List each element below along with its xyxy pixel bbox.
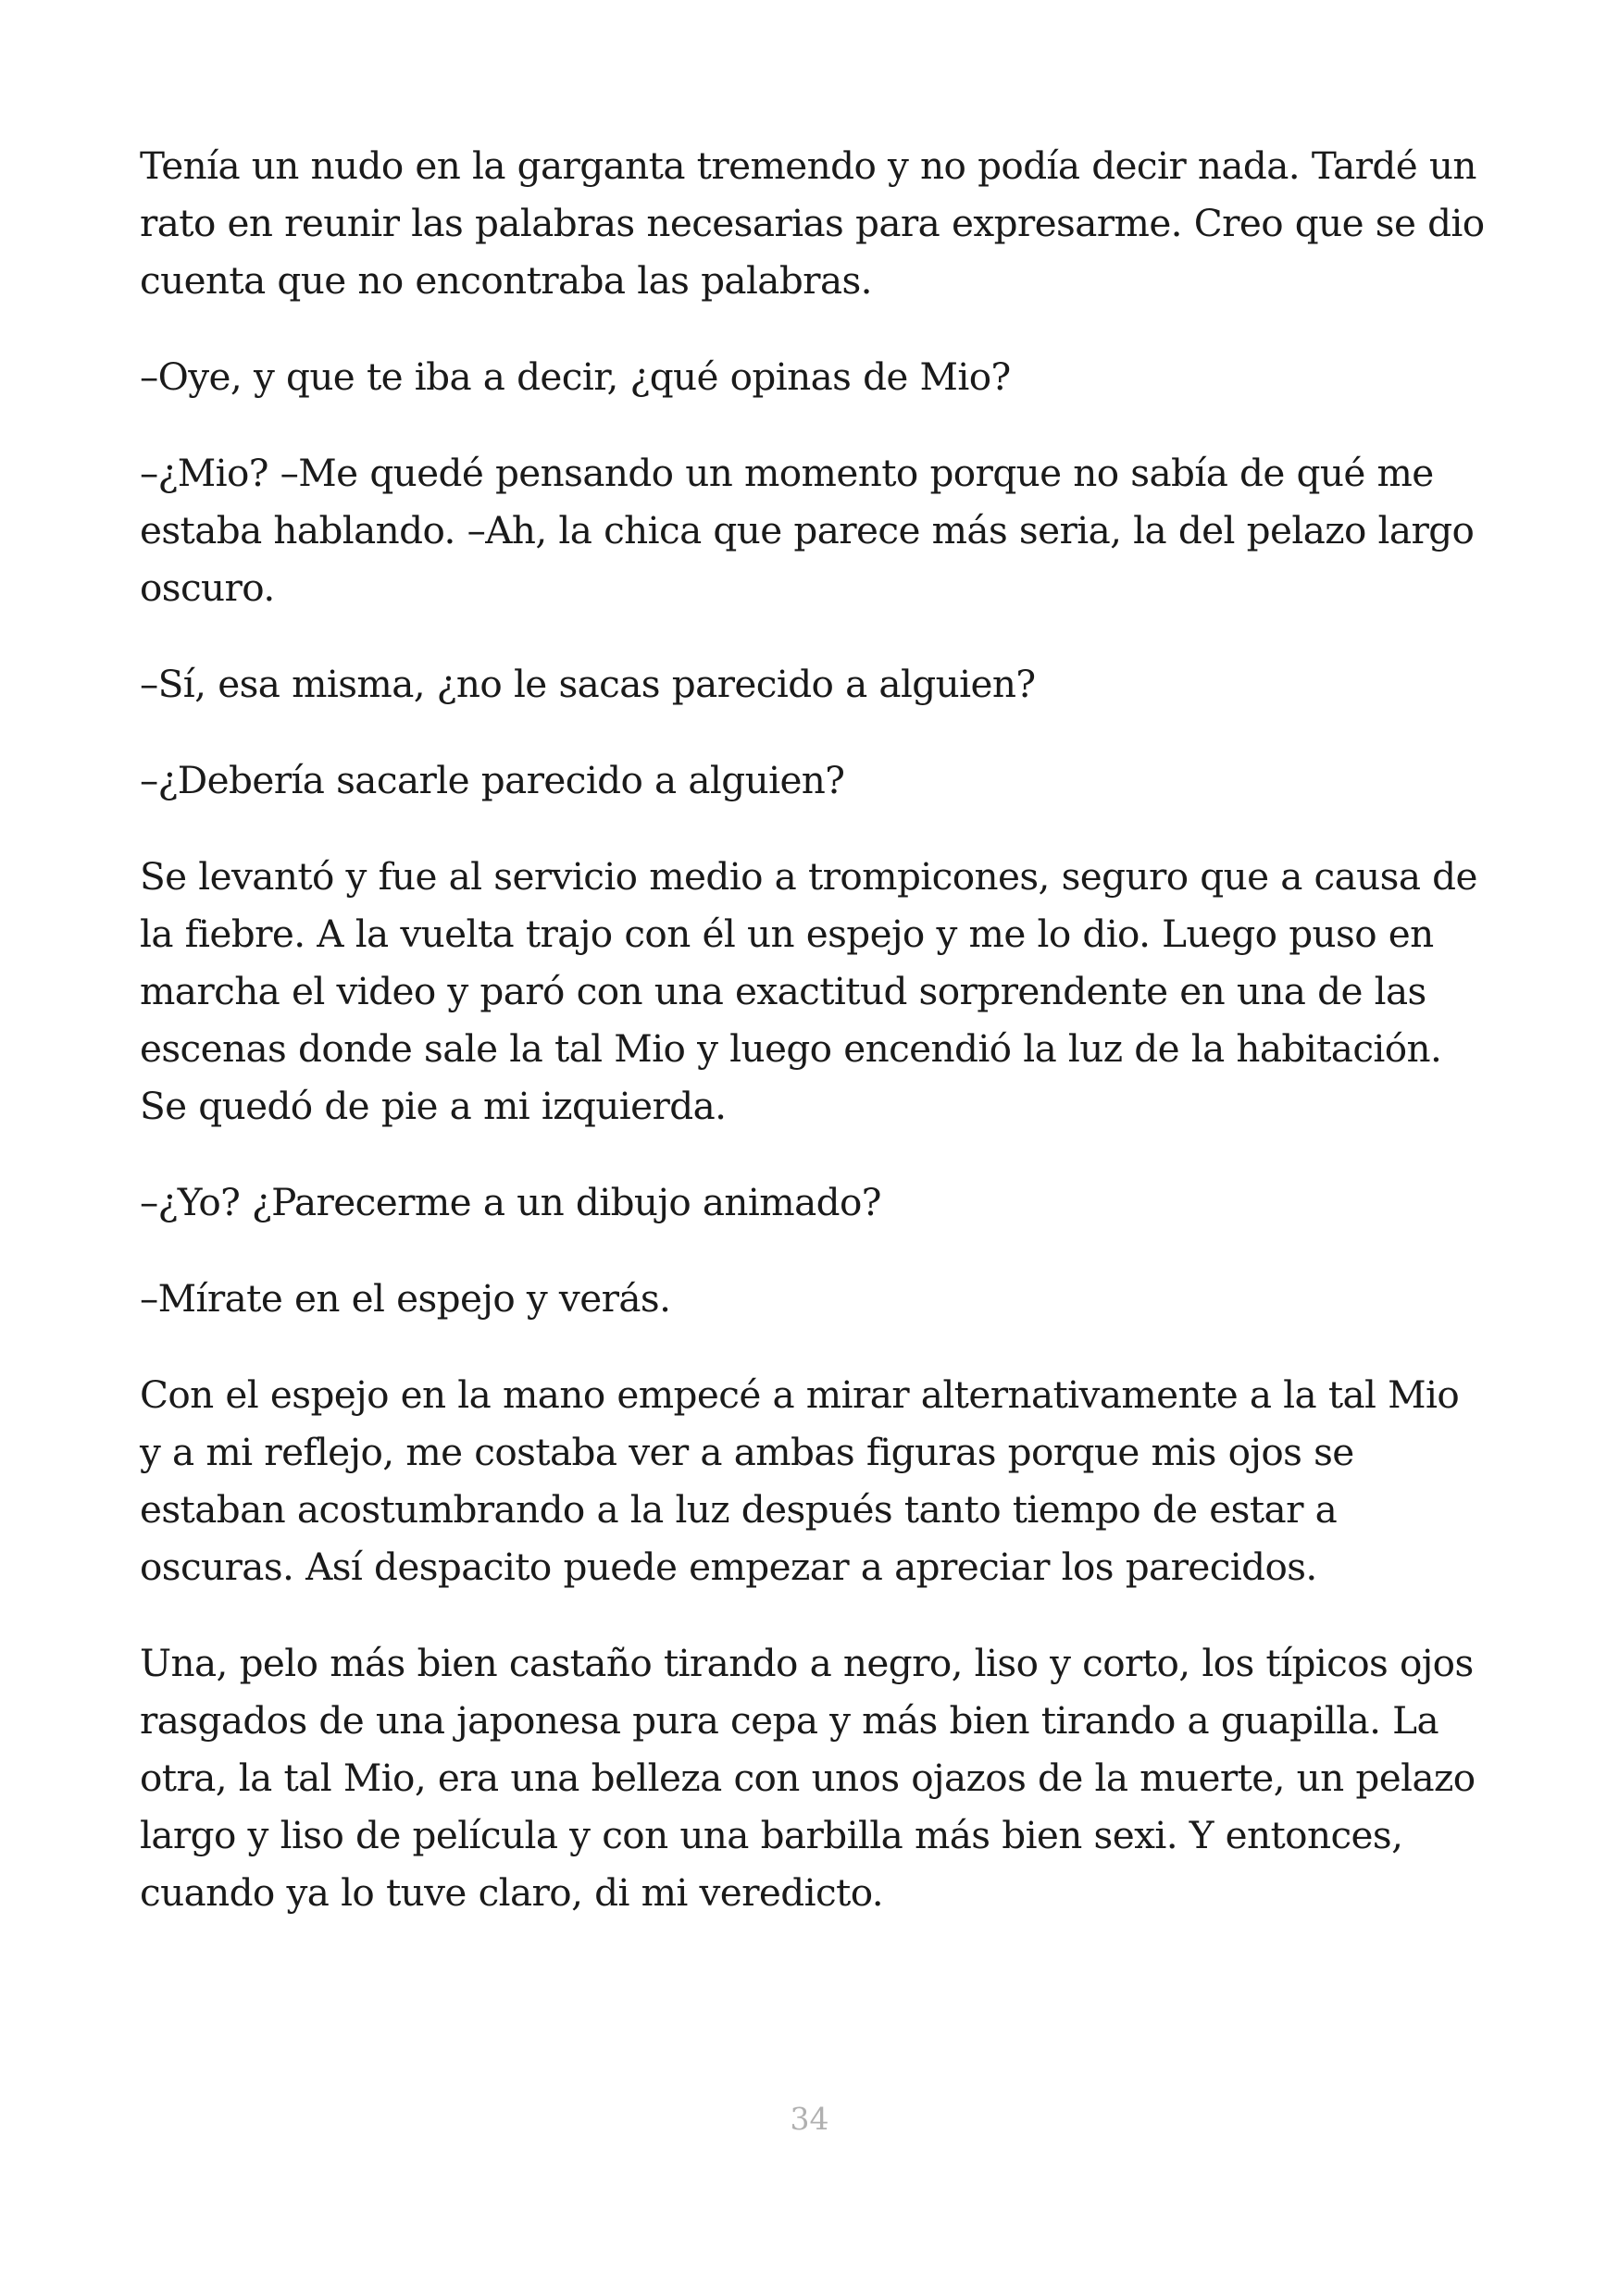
paragraph: Una, pelo más bien castaño tirando a negro, liso y corto, los típicos ojos rasgados de una japonesa pura cepa y más bien tirando a guapilla. La otra, la tal Mio, era una belleza con unos ojazos de la muerte, un pelazo largo y liso de película y con una barbilla más bien sexi. Y entonces, cuando ya lo tuve claro, di mi veredicto. — [140, 1641, 1476, 1915]
page-number: 34 — [790, 2101, 829, 2137]
dialogue-line: –Mírate en el espejo y verás. — [140, 1276, 671, 1321]
dialogue-line: –Sí, esa misma, ¿no le sacas parecido a alguien? — [140, 662, 1036, 706]
body-text — [140, 137, 1491, 1960]
paragraph: Con el espejo en la mano empecé a mirar alternativamente a la tal Mio y a mi reflejo, me costaba ver a ambas figuras porque mis ojos se estaban acostumbrando a la luz después tanto tiempo de estar a oscuras. Así despacito puede empezar a apreciar los parecidos. — [140, 1372, 1460, 1589]
dialogue-line: –¿Mio? –Me quedé pensando un momento porque no sabía de qué me estaba hablando. –Ah, la chica que parece más seria, la del pelazo largo oscuro. — [140, 451, 1475, 610]
dialogue-line: –¿Yo? ¿Parecerme a un dibujo animado? — [140, 1180, 881, 1224]
dialogue-line: –¿Debería sacarle parecido a alguien? — [140, 758, 845, 802]
dialogue-line: –Oye, y que te iba a decir, ¿qué opinas de Mio? — [140, 354, 1011, 399]
paragraph: Se levantó y fue al servicio medio a trompicones, seguro que a causa de la fiebre. A la vuelta trajo con él un espejo y me lo dio. Luego puso en marcha el video y paró con una exactitud sorprendente en una de las escenas donde sale la tal Mio y luego encendió la luz de la habitación. Se quedó de pie a mi izquierda. — [140, 854, 1477, 1128]
paragraph: Tenía un nudo en la garganta tremendo y no podía decir nada. Tardé un rato en reunir las palabras necesarias para expresarme. Creo que se dio cuenta que no encontraba las palabras. — [140, 143, 1485, 303]
